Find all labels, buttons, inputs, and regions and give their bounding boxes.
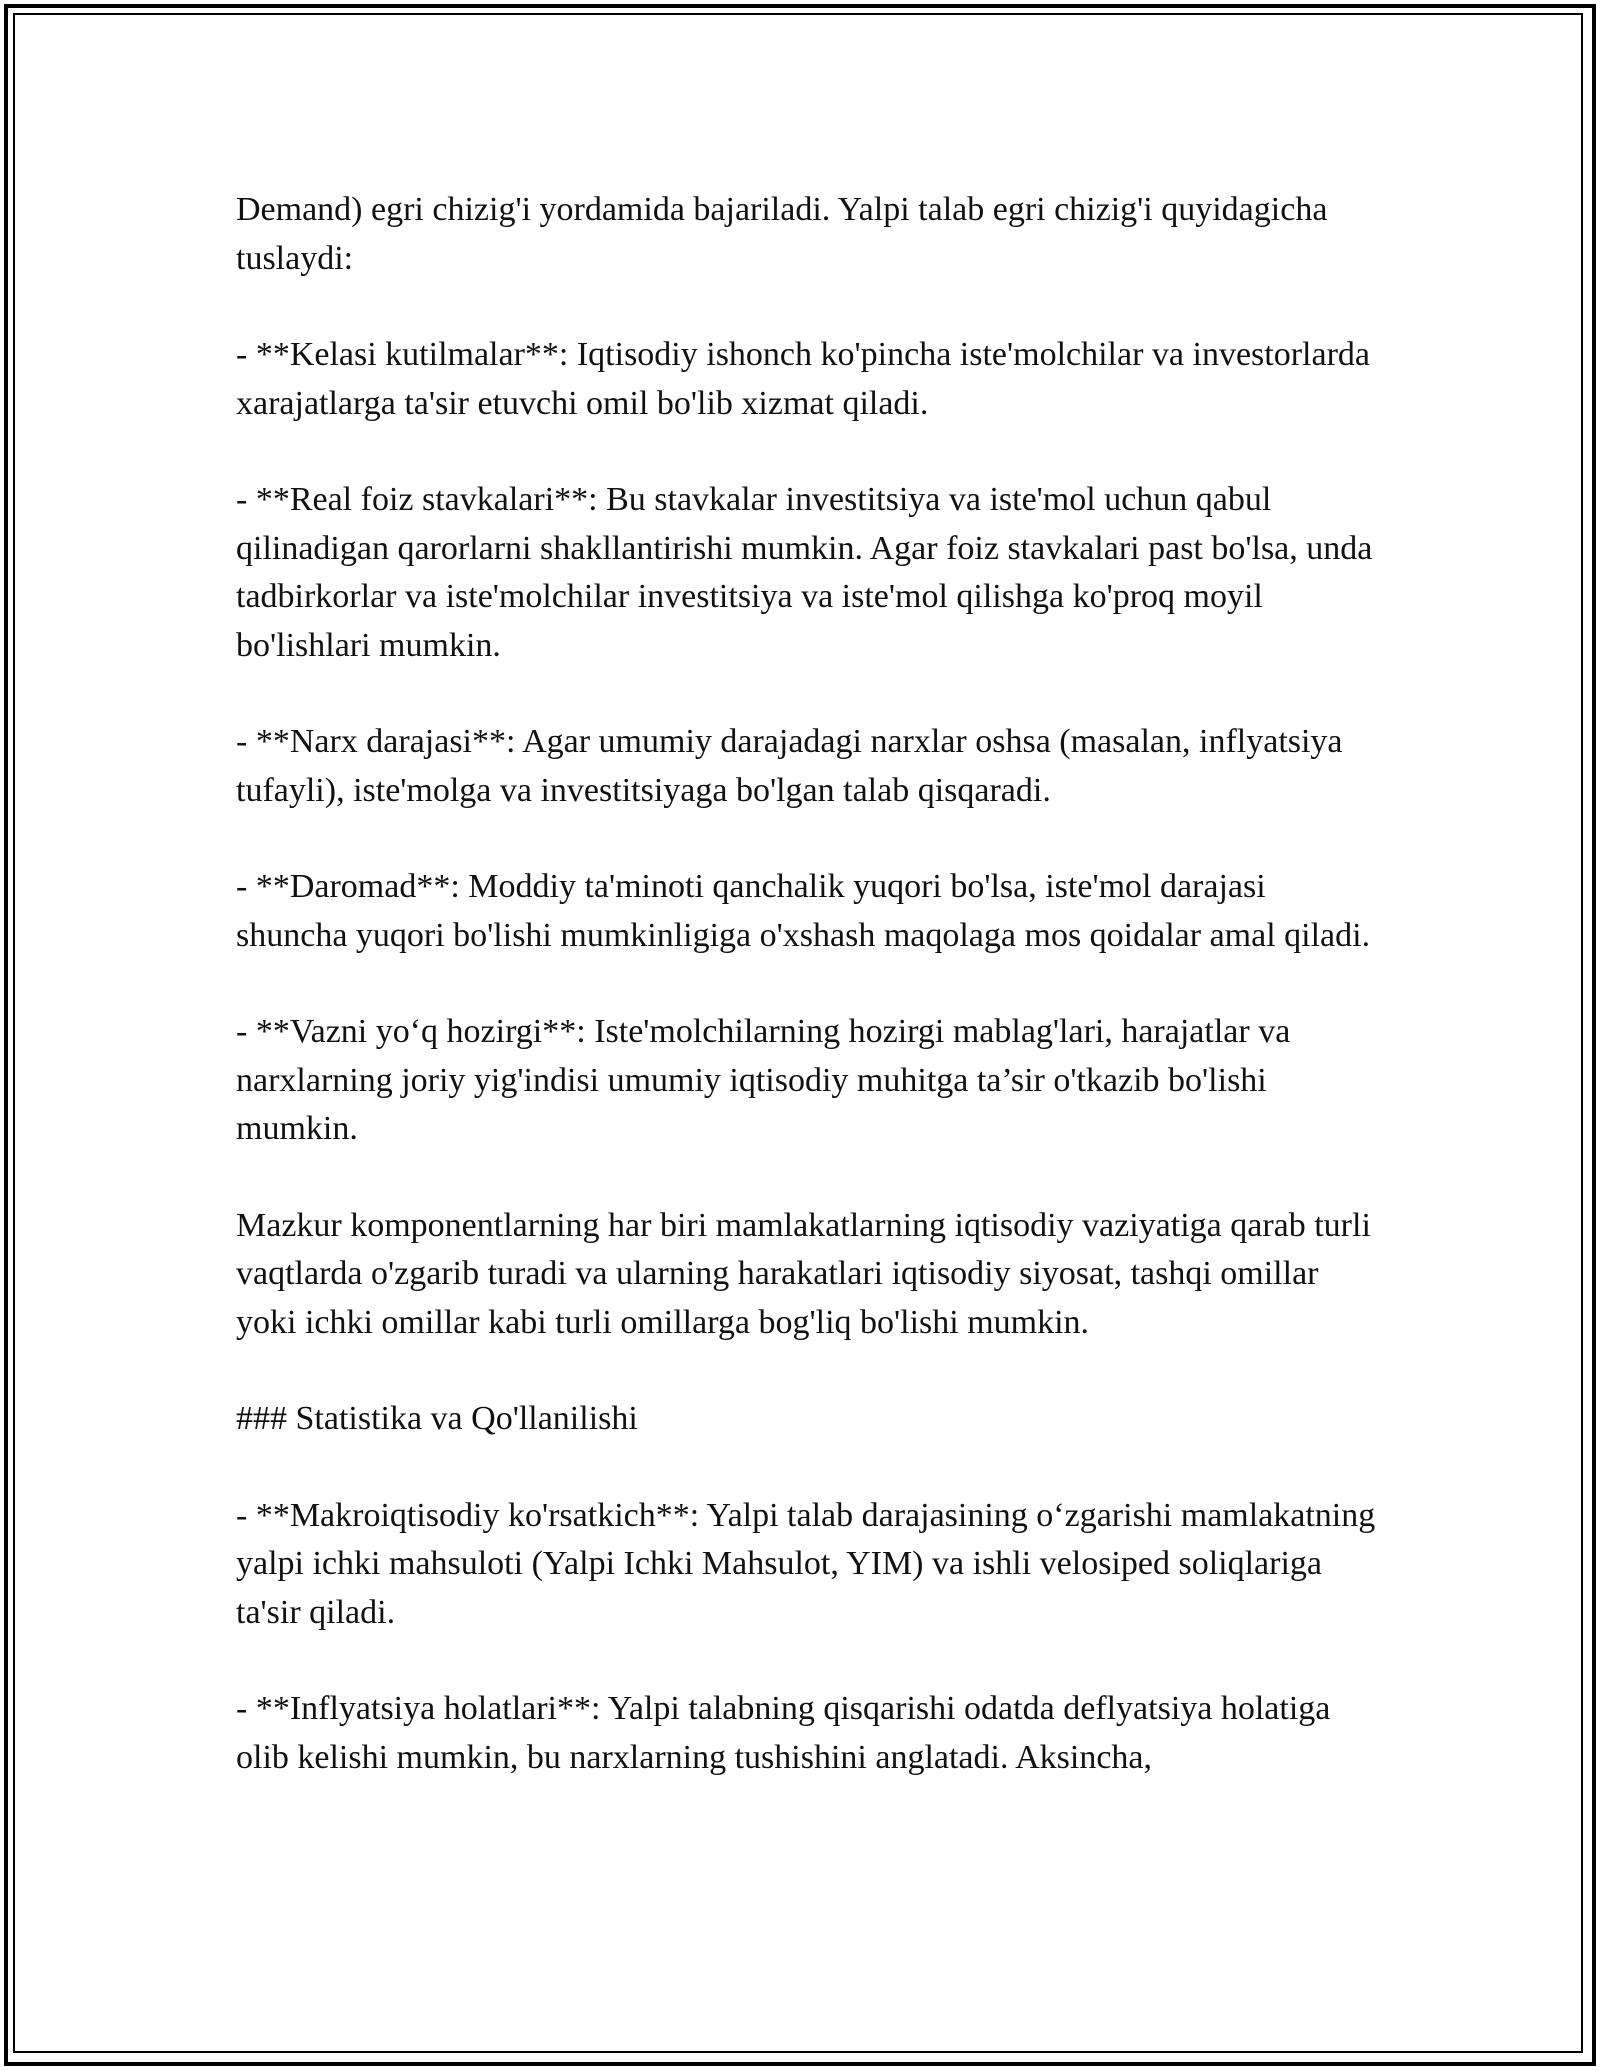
list-item-current-wealth: - **Vazni yo‘q hozirgi**: Iste'molchilarning hozirgi mablag'lari, harajatlar va narxlarning joriy yig'indisi umumiy iqtisodiy muhitga ta’sir o'tkazib bo'lishi mumkin. bbox=[236, 1013, 1291, 1147]
list-item-income: - **Daromad**: Moddiy ta'minoti qanchalik yuqori bo'lsa, iste'mol darajasi shuncha yuqori bo'lishi mumkinligiga o'xshash maqolaga mos qoidalar amal qiladi. bbox=[236, 868, 1371, 954]
section-heading: ### Statistika va Qo'llanilishi bbox=[236, 1400, 638, 1437]
list-item-interest-rates: - **Real foiz stavkalari**: Bu stavkalar investitsiya va iste'mol uchun qabul qilinadigan qarorlarni shakllantirishi mumkin. Agar foiz stavkalari past bo'lsa, unda tadbirkorlar va iste'molchilar investitsiya va iste'mol qilishga ko'proq moyil bo'lishlari mumkin. bbox=[236, 481, 1373, 664]
list-item-price-level: - **Narx darajasi**: Agar umumiy darajadagi narxlar oshsa (masalan, inflyatsiya tufayli), iste'molga va investitsiyaga bo'lgan talab qisqaradi. bbox=[236, 723, 1343, 809]
document-body bbox=[236, 186, 1376, 1830]
list-item-inflation: - **Inflyatsiya holatlari**: Yalpi talabning qisqarishi odatda deflyatsiya holatiga olib kelishi mumkin, bu narxlarning tushishini anglatadi. Aksincha, bbox=[236, 1690, 1331, 1776]
list-item-macro-indicator: - **Makroiqtisodiy ko'rsatkich**: Yalpi talab darajasining o‘zgarishi mamlakatning yalpi ichki mahsuloti (Yalpi Ichki Mahsulot, YIM) va ishli velosiped soliqlariga ta'sir qiladi. bbox=[236, 1496, 1376, 1631]
list-item-expectations: - **Kelasi kutilmalar**: Iqtisodiy ishonch ko'pincha iste'molchilar va investorlarda xarajatlarga ta'sir etuvchi omil bo'lib xizmat qiladi. bbox=[236, 336, 1370, 422]
paragraph-summary: Mazkur komponentlarning har biri mamlakatlarning iqtisodiy vaziyatiga qarab turli vaqtlarda o'zgarib turadi va ularning harakatlari iqtisodiy siyosat, tashqi omillar yoki ichki omillar kabi turli omillarga bog'liq bo'lishi mumkin. bbox=[236, 1206, 1371, 1341]
paragraph-intro: Demand) egri chizig'i yordamida bajariladi. Yalpi talab egri chizig'i quyidagicha tuslaydi: bbox=[236, 191, 1328, 277]
